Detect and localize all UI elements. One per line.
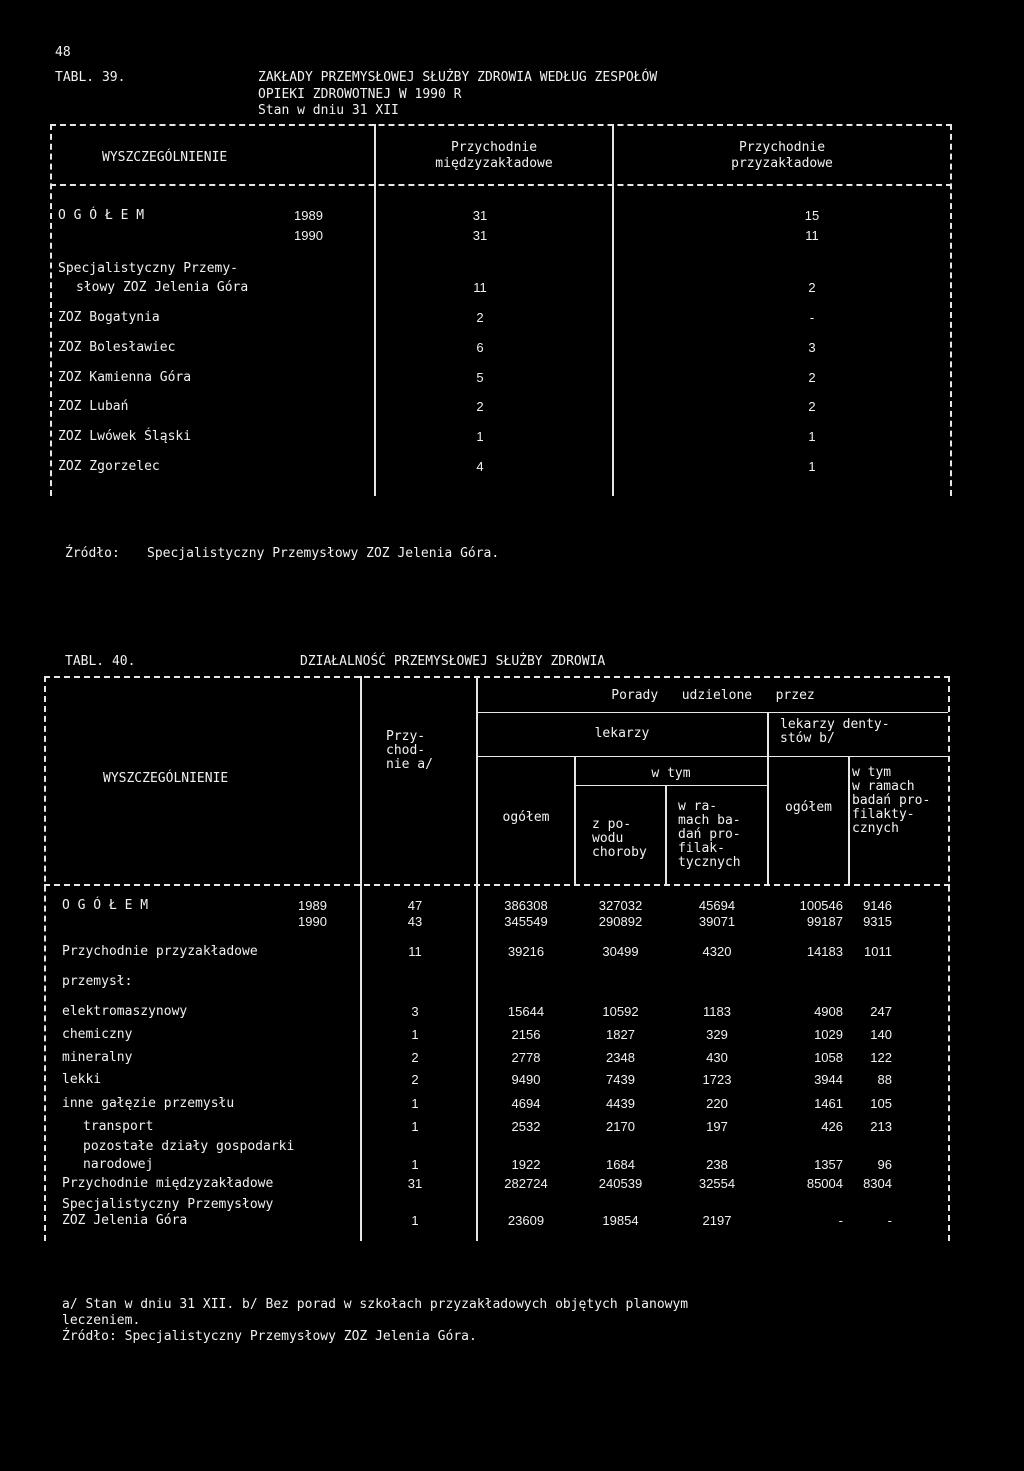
cell-b: 2 [808,370,816,385]
table-40-header-przychodnie: Przy- chod- nie a/ [386,729,433,772]
cell-z-powodu: 4439 [606,1096,635,1111]
row-label: ZOZ Kamienna Góra [58,370,192,385]
cell-a: 1 [476,429,484,444]
table-39-col-divider-1 [374,124,376,496]
cell-w-ramach: 2197 [702,1213,732,1228]
cell-ogolem: 2156 [511,1027,541,1042]
table-40-left-border [44,676,46,1241]
cell-b: 2 [808,399,816,414]
cell-dent-w-tym: 9315 [863,914,892,929]
cell-ogolem: 15644 [507,1004,545,1019]
cell-a: 31 [472,228,488,243]
cell-ogolem: 39216 [507,944,545,959]
cell-w-ramach: 32554 [698,1176,736,1191]
cell-dent-ogolem: 3944 [814,1072,843,1087]
table-39-label: TABL. 39. [55,70,126,85]
table-40-header-rule-3 [574,785,767,786]
table-40-header-w-tym-2: w tym w ramach badań pro- filakty- cznych [852,765,931,836]
table-40-source: Źródło: Specjalistyczny Przemysłowy ZOZ Jelenia Góra. [62,1329,477,1344]
cell-w-ramach: 45694 [698,898,736,913]
cell-w-ramach: 430 [706,1050,728,1065]
cell-z-powodu: 240539 [598,1176,643,1191]
cell-dent-w-tym: 105 [870,1096,892,1111]
cell-dent-w-tym: - [887,1213,892,1228]
table-39-header-spec: WYSZCZEGÓLNIENIE [102,150,228,165]
cell-a: 2 [476,310,484,325]
cell-przychodnie: 1 [411,1157,419,1172]
row-label: O G Ó Ł E M [58,208,145,223]
cell-b: 15 [804,208,820,223]
cell-przychodnie: 47 [407,898,423,913]
cell-z-powodu: 2170 [606,1119,635,1134]
row-label: ZOZ Lwówek Śląski [58,429,192,444]
cell-z-powodu: 290892 [598,914,643,929]
cell-ogolem: 4694 [511,1096,541,1111]
cell-z-powodu: 10592 [602,1004,639,1019]
row-label: mineralny [62,1050,133,1065]
cell-b: 2 [808,280,816,295]
cell-b: 1 [808,459,816,474]
table-39-header-a2: międzyzakładowe [435,156,553,171]
table-40-top-border [44,676,950,678]
row-label: pozostałe działy gospodarki narodowej [83,1139,295,1172]
table-40-footnote-line2: leczeniem. [62,1313,141,1328]
cell-z-powodu: 1684 [606,1157,635,1172]
cell-w-ramach: 1723 [702,1072,732,1087]
cell-dent-w-tym: 213 [870,1119,892,1134]
table-39-top-border [50,124,952,126]
cell-dent-w-tym: 88 [877,1072,892,1087]
table-39-title-line2: OPIEKI ZDROWOTNEJ W 1990 R [258,87,462,102]
row-year: 1989 [298,898,327,913]
cell-przychodnie: 1 [411,1096,419,1111]
cell-dent-ogolem: 426 [821,1119,843,1134]
table-39-source-text: Specjalistyczny Przemysłowy ZOZ Jelenia Góra. [147,546,500,561]
table-39-right-border [950,124,952,496]
cell-z-powodu: 1827 [606,1027,635,1042]
table-40-header-ogolem: ogółem [502,810,550,825]
cell-dent-w-tym: 247 [870,1004,892,1019]
table-40-right-border [948,676,950,1241]
cell-ogolem: 282724 [504,1176,548,1191]
row-label: ZOZ Lubań [58,399,129,414]
row-label: ZOZ Zgorzelec [58,459,160,474]
row-label: chemiczny [62,1027,133,1042]
cell-dent-w-tym: 1011 [864,944,892,959]
cell-w-ramach: 329 [706,1027,728,1042]
cell-z-powodu: 327032 [598,898,643,913]
table-40-header-lekarzy: lekarzy [594,726,650,741]
cell-ogolem: 2778 [511,1050,541,1065]
table-40-header-z-powodu: z po- wodu choroby [592,817,647,860]
cell-przychodnie: 11 [408,944,422,959]
row-year: 1990 [298,914,327,929]
cell-dent-w-tym: 96 [877,1157,892,1172]
table-39-col-divider-2 [612,124,614,496]
cell-w-ramach: 1183 [703,1004,731,1019]
cell-z-powodu: 30499 [602,944,639,959]
cell-dent-ogolem: 14183 [806,944,843,959]
row-label: przemysł: [62,974,133,989]
cell-ogolem: 386308 [504,898,548,913]
cell-a: 31 [472,208,488,223]
row-label: Przychodnie przyzakładowe [62,944,258,959]
cell-dent-ogolem: - [838,1213,843,1228]
cell-przychodnie: 1 [411,1027,419,1042]
row-year: 1990 [294,228,323,243]
cell-dent-w-tym: 122 [870,1050,892,1065]
cell-b: 1 [808,429,816,444]
cell-w-ramach: 197 [706,1119,728,1134]
cell-z-powodu: 2348 [606,1050,635,1065]
cell-ogolem: 23609 [507,1213,545,1228]
row-label: lekki [62,1072,102,1087]
cell-dent-ogolem: 1058 [814,1050,843,1065]
cell-dent-ogolem: 85004 [806,1176,843,1191]
table-39-header-a1: Przychodnie [450,140,538,155]
row-label: ZOZ Bolesławiec [58,340,176,355]
table-40-footnote-line1: a/ Stan w dniu 31 XII. b/ Bez porad w szkołach przyzakładowych objętych planowym [62,1297,689,1312]
row-label: transport [83,1119,154,1134]
cell-dent-ogolem: 100546 [799,898,843,913]
table-40-header-porady: Porady udzielone przez [611,688,815,703]
table-39-left-border [50,124,52,496]
table-40-header-w-ramach: w ra- mach ba- dań pro- filak- tycznych [678,799,741,870]
cell-dent-w-tym: 140 [870,1027,892,1042]
cell-dent-ogolem: 99187 [806,914,843,929]
cell-b: - [809,310,815,325]
table-40-header-w-tym: w tym [651,766,691,781]
cell-w-ramach: 220 [706,1096,728,1111]
cell-a: 2 [476,399,484,414]
cell-a: 11 [473,280,487,295]
table-39-header-b1: Przychodnie [738,140,826,155]
row-label: inne gałęzie przemysłu [62,1096,235,1111]
cell-w-ramach: 4320 [702,944,732,959]
table-40-col-divider-6 [848,756,850,884]
cell-przychodnie: 43 [407,914,423,929]
table-39-source-label: Źródło: [65,546,120,561]
cell-przychodnie: 2 [411,1050,419,1065]
table-39-title-line3: Stan w dniu 31 XII [258,103,399,118]
table-40-col-divider-1 [360,676,362,1241]
table-40-title: DZIAŁALNOŚĆ PRZEMYSŁOWEJ SŁUŻBY ZDROWIA [300,654,606,669]
cell-ogolem: 9490 [511,1072,541,1087]
cell-a: 6 [476,340,484,355]
cell-ogolem: 1922 [511,1157,541,1172]
cell-przychodnie: 31 [407,1176,423,1191]
table-40-header-rule-2 [476,756,948,757]
row-label: Przychodnie międzyzakładowe [62,1176,274,1191]
row-year: 1989 [294,208,323,223]
row-label: O G Ó Ł E M [62,898,149,913]
cell-ogolem: 345549 [504,914,548,929]
cell-dent-ogolem: 1461 [814,1096,843,1111]
row-label: Specjalistyczny Przemysłowy ZOZ Jelenia Góra [62,1197,274,1228]
table-39-title-line1: ZAKŁADY PRZEMYSŁOWEJ SŁUŻBY ZDROWIA WEDŁUG ZESPOŁÓW [258,70,658,85]
cell-dent-ogolem: 1357 [814,1157,843,1172]
page-number: 48 [55,45,71,60]
table-40-col-divider-5 [767,712,769,884]
cell-przychodnie: 2 [411,1072,419,1087]
cell-przychodnie: 1 [411,1213,419,1228]
table-40-header-dentystow: lekarzy denty- stów b/ [780,717,890,746]
table-39-header-border [50,184,952,186]
table-40-header-spec: WYSZCZEGÓLNIENIE [103,771,229,786]
row-label: Specjalistyczny Przemy- [58,261,239,276]
table-40-header-rule-1 [476,712,948,713]
table-40-col-divider-4 [665,785,667,884]
cell-b: 11 [805,228,819,243]
row-label: słowy ZOZ Jelenia Góra [76,280,249,295]
cell-w-ramach: 238 [706,1157,728,1172]
cell-dent-ogolem: 1029 [814,1027,843,1042]
cell-dent-ogolem: 4908 [814,1004,843,1019]
row-label: elektromaszynowy [62,1004,188,1019]
cell-ogolem: 2532 [511,1119,541,1134]
cell-z-powodu: 19854 [602,1213,639,1228]
cell-a: 4 [476,459,484,474]
cell-przychodnie: 3 [411,1004,419,1019]
cell-z-powodu: 7439 [606,1072,635,1087]
cell-w-ramach: 39071 [698,914,736,929]
cell-dent-w-tym: 8304 [863,1176,892,1191]
cell-a: 5 [476,370,484,385]
cell-dent-w-tym: 9146 [863,898,892,913]
table-39-header-b2: przyzakładowe [731,156,833,171]
row-label: ZOZ Bogatynia [58,310,160,325]
cell-b: 3 [808,340,816,355]
table-40-header-border [44,884,950,886]
cell-przychodnie: 1 [411,1119,419,1134]
table-40-label: TABL. 40. [65,654,136,669]
table-40-header-ogolem-2: ogółem [785,800,832,815]
